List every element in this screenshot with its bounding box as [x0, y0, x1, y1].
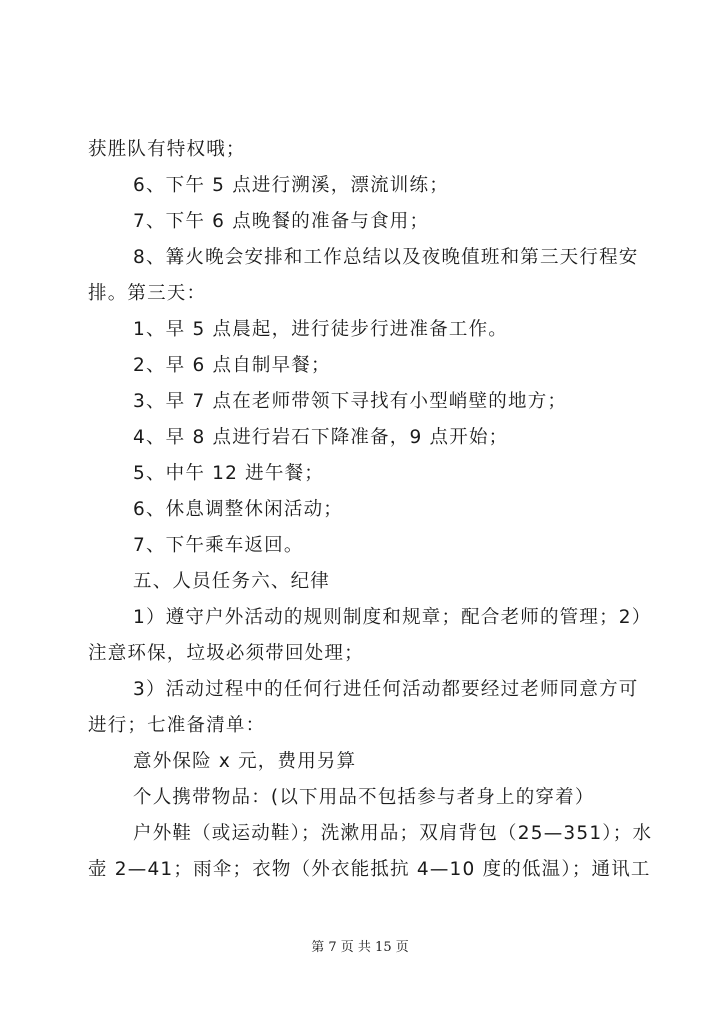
text-line: 壶 2—41；雨伞；衣物（外衣能抵抗 4—10 度的低温）；通讯工	[88, 859, 651, 880]
text-line: 获胜队有特权哦；	[88, 139, 246, 160]
text-line: 6、休息调整休闲活动；	[133, 499, 343, 520]
text-line: 7、下午乘车返回。	[133, 535, 304, 556]
page-number-footer: 第 7 页 共 15 页	[311, 940, 409, 955]
text-line: 户外鞋（或运动鞋）；洗漱用品；双肩背包（25—351）；水	[133, 823, 653, 844]
text-line: 意外保险 x 元，费用另算	[133, 751, 357, 772]
text-line: 注意环保，垃圾必须带回处理；	[88, 643, 364, 664]
text-line: 1）遵守户外活动的规则制度和规章；配合老师的管理；2）	[133, 607, 652, 628]
text-line: 3、早 7 点在老师带领下寻找有小型峭壁的地方；	[133, 391, 568, 412]
text-line: 7、下午 6 点晚餐的准备与食用；	[133, 211, 430, 232]
text-line: 5、中午 12 进午餐；	[133, 463, 324, 484]
section-heading: 五、人员任务六、纪律	[133, 571, 331, 592]
text-line: 4、早 8 点进行岩石下降准备，9 点开始；	[133, 427, 509, 448]
text-line: 个人携带物品：(以下用品不包括参与者身上的穿着）	[133, 787, 595, 808]
text-line: 8、篝火晚会安排和工作总结以及夜晚值班和第三天行程安	[133, 247, 639, 268]
text-line: 6、下午 5 点进行溯溪，漂流训练；	[133, 175, 449, 196]
text-line: 2、早 6 点自制早餐；	[133, 355, 331, 376]
text-line: 排。第三天：	[88, 283, 207, 304]
text-line: 3）活动过程中的任何行进任何活动都要经过老师同意方可	[133, 679, 639, 700]
text-line: 1、早 5 点晨起，进行徒步行进准备工作。	[133, 319, 509, 340]
text-line: 进行；七准备清单：	[88, 715, 266, 736]
